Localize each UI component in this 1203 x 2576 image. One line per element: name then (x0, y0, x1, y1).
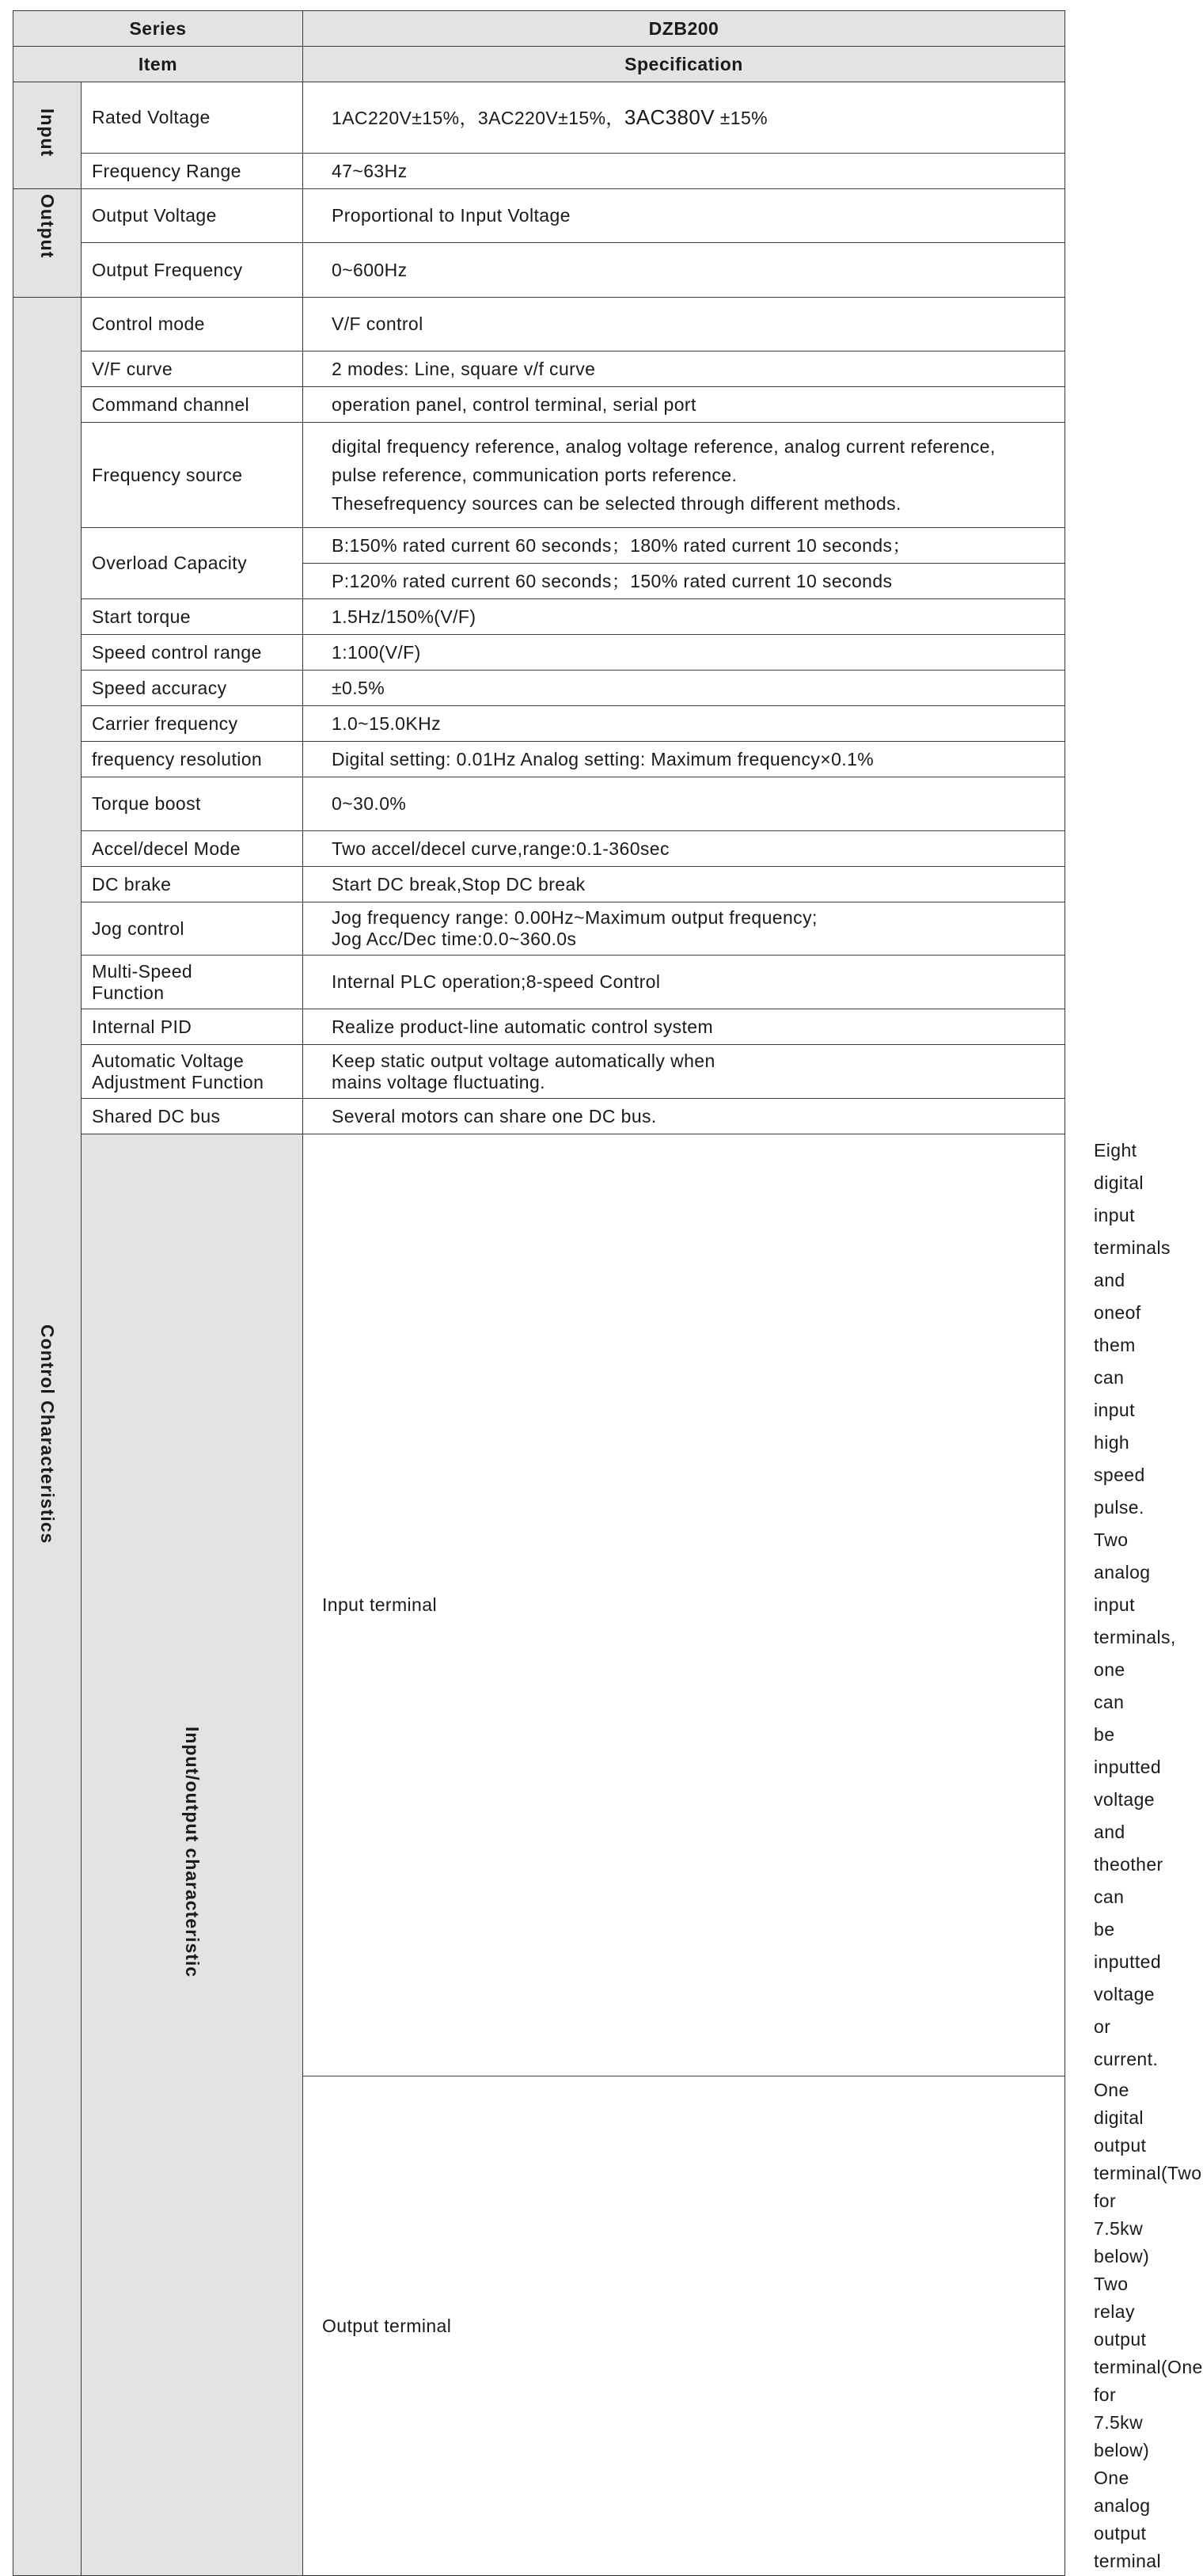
table-row (13, 387, 1065, 423)
item-speed-control-range: Speed control range (82, 635, 303, 671)
series-value: DZB200 (303, 11, 1065, 47)
table-row (13, 423, 1065, 528)
item-control-mode: Control mode (82, 298, 303, 351)
spec-rated-voltage (303, 82, 1065, 154)
table-row (13, 742, 1065, 777)
item-multi-speed (82, 956, 303, 1009)
group-control-label: Control Characteristics (37, 1324, 58, 1544)
item-output-voltage: Output Voltage (82, 189, 303, 243)
item-output-frequency: Output Frequency (82, 243, 303, 298)
table-row: Output terminal One digital output terminal(Two for 7.5kw below) Two relay output terminal(One for 7.5kw below) One analog output terminal (13, 2076, 1065, 2576)
item-line: Function (92, 982, 165, 1003)
spec-rated-voltage-a: 1AC220V±15%，3AC220V±15%， (332, 107, 624, 128)
table-row (13, 298, 1065, 351)
spec-dc-brake: Start DC break,Stop DC break (303, 867, 1065, 902)
group-io (82, 1134, 303, 2576)
table-row (13, 351, 1065, 387)
spec-table (13, 10, 1203, 2576)
spec-command-channel: operation panel, control terminal, serial port (303, 387, 1065, 423)
group-input (13, 82, 82, 189)
item-avr (82, 1045, 303, 1099)
table-row (13, 831, 1065, 867)
spec-internal-pid: Realize product-line automatic control system (303, 1009, 1065, 1045)
spec-rated-voltage-b: 3AC380V (624, 104, 715, 129)
spec-line: mains voltage fluctuating. (332, 1071, 545, 1092)
spec-shared-dc-bus: Several motors can share one DC bus. (303, 1099, 1065, 1134)
group-output (13, 189, 82, 298)
series-label: Series (13, 11, 303, 47)
table-row (13, 154, 1065, 189)
spec-control-mode: V/F control (303, 298, 1065, 351)
table-row (13, 243, 1065, 298)
table-row (13, 599, 1065, 635)
group-io-label: Input/output characteristic (182, 1727, 203, 1978)
spec-torque-boost: 0~30.0% (303, 777, 1065, 831)
group-control (13, 298, 82, 2576)
item-input-terminal: Input terminal (303, 1134, 1065, 2076)
spec-overload-b: B:150% rated current 60 seconds；180% rated current 10 seconds； (303, 528, 1065, 564)
spec-avr (303, 1045, 1065, 1099)
table-row (13, 1099, 1065, 1134)
spec-line: Jog Acc/Dec time:0.0~360.0s (332, 929, 577, 949)
spec-start-torque: 1.5Hz/150%(V/F) (303, 599, 1065, 635)
spec-line: Thesefrequency sources can be selected through different methods. (332, 493, 901, 514)
spec-line: Keep static output voltage automatically when (332, 1050, 715, 1071)
table-row (13, 82, 1065, 154)
item-overload-capacity: Overload Capacity (82, 528, 303, 599)
item-frequency-source: Frequency source (82, 423, 303, 528)
table-row (13, 1009, 1065, 1045)
table-row (13, 528, 1065, 564)
item-line: Automatic Voltage (92, 1050, 245, 1071)
table-row (13, 867, 1065, 902)
spec-accel-decel: Two accel/decel curve,range:0.1-360sec (303, 831, 1065, 867)
spec-multi-speed: Internal PLC operation;8-speed Control (303, 956, 1065, 1009)
spec-carrier-frequency: 1.0~15.0KHz (303, 706, 1065, 742)
table-row (13, 902, 1065, 956)
item-vf-curve: V/F curve (82, 351, 303, 387)
spec-speed-accuracy: ±0.5% (303, 671, 1065, 706)
item-line: Multi-Speed (92, 960, 193, 982)
item-line: Adjustment Function (92, 1071, 264, 1092)
item-frequency-range: Frequency Range (82, 154, 303, 189)
spec-table-container (13, 10, 1203, 2576)
item-jog-control: Jog control (82, 902, 303, 956)
table-row (13, 777, 1065, 831)
table-row: Input/output characteristic Input terminal Eight digital input terminals and oneof them can input high speed pulse. Two analog input terminals, one can be inputted voltage and theother can be inputted voltage or current. (13, 1134, 1065, 2076)
item-output-terminal: Output terminal (303, 2076, 1065, 2576)
spec-jog-control (303, 902, 1065, 956)
spec-line: digital frequency reference, analog voltage reference, analog current reference, (332, 436, 996, 457)
spec-rated-voltage-c: ±15% (714, 107, 768, 128)
item-torque-boost: Torque boost (82, 777, 303, 831)
item-accel-decel: Accel/decel Mode (82, 831, 303, 867)
item-speed-accuracy: Speed accuracy (82, 671, 303, 706)
spec-frequency-range: 47~63Hz (303, 154, 1065, 189)
spec-overload-p: P:120% rated current 60 seconds；150% rated current 10 seconds (303, 564, 1065, 599)
item-shared-dc-bus: Shared DC bus (82, 1099, 303, 1134)
item-carrier-frequency: Carrier frequency (82, 706, 303, 742)
spec-label: Specification (303, 47, 1065, 82)
table-row (13, 956, 1065, 1009)
item-dc-brake: DC brake (82, 867, 303, 902)
spec-line: Jog frequency range: 0.00Hz~Maximum output frequency; (332, 907, 818, 928)
table-row (13, 189, 1065, 243)
spec-output-voltage: Proportional to Input Voltage (303, 189, 1065, 243)
item-label: Item (13, 47, 303, 82)
group-input-label: Input (37, 108, 58, 158)
table-row (13, 635, 1065, 671)
spec-frequency-resolution: Digital setting: 0.01Hz Analog setting: Maximum frequency×0.1% (303, 742, 1065, 777)
header-series-row (13, 11, 1065, 47)
item-start-torque: Start torque (82, 599, 303, 635)
spec-vf-curve: 2 modes: Line, square v/f curve (303, 351, 1065, 387)
table-row (13, 1045, 1065, 1099)
spec-speed-control-range: 1:100(V/F) (303, 635, 1065, 671)
item-rated-voltage: Rated Voltage (82, 82, 303, 154)
group-output-label: Output (37, 194, 58, 259)
spec-output-frequency: 0~600Hz (303, 243, 1065, 298)
spec-line: pulse reference, communication ports reference. (332, 465, 738, 485)
item-command-channel: Command channel (82, 387, 303, 423)
spec-frequency-source (303, 423, 1065, 528)
header-item-row (13, 47, 1065, 82)
table-row (13, 671, 1065, 706)
item-internal-pid: Internal PID (82, 1009, 303, 1045)
item-frequency-resolution: frequency resolution (82, 742, 303, 777)
table-row (13, 706, 1065, 742)
